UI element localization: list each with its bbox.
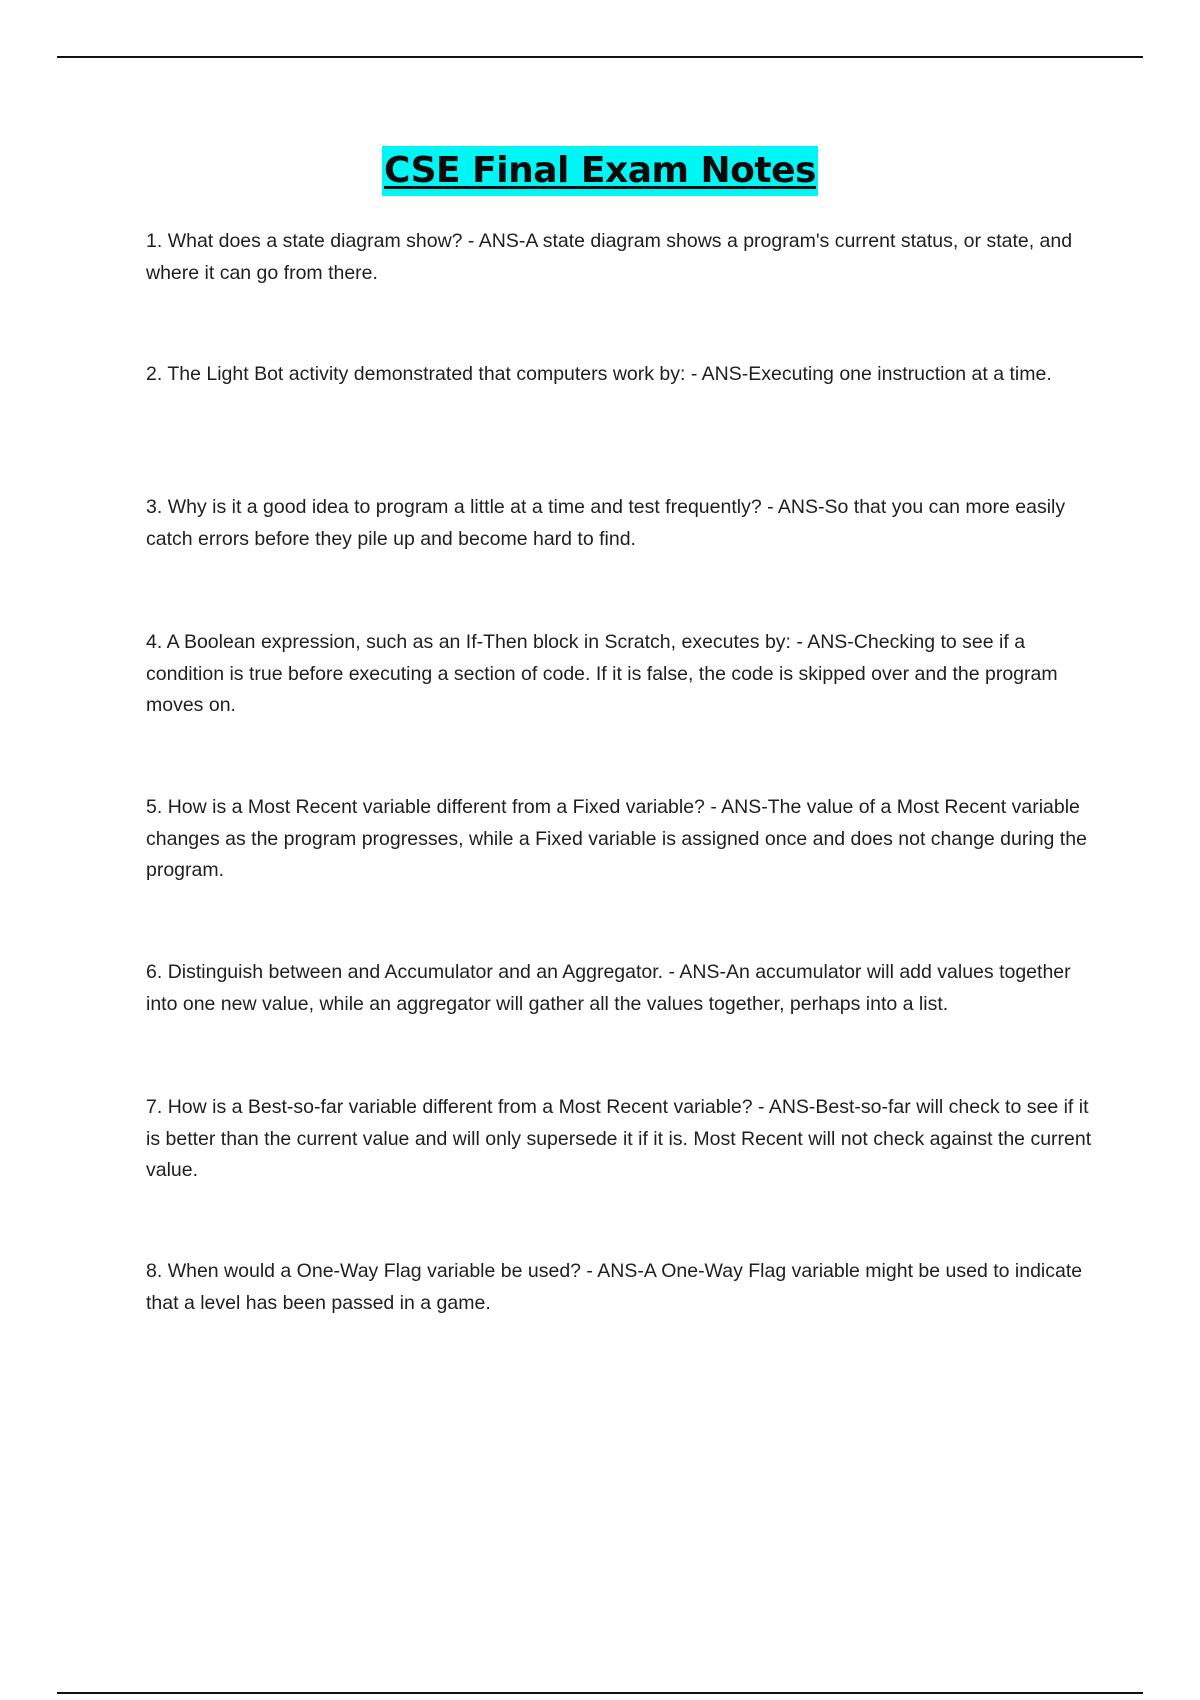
- qa-item-1: [146, 226, 1096, 289]
- qa-number: 5.: [146, 796, 163, 818]
- qa-item-2: [146, 359, 1096, 391]
- qa-text: A Boolean expression, such as an If-Then block in Scratch, executes by: - ANS-Checking to see if a condition is true before executing a section of code. If it is false, the code is skipped over and the program moves on.: [146, 631, 1058, 716]
- footer-rule: [57, 1692, 1143, 1694]
- qa-text: The Light Bot activity demonstrated that computers work by: - ANS-Executing one instruction at a time.: [167, 363, 1052, 385]
- qa-number: 2.: [146, 363, 163, 385]
- qa-number: 4.: [146, 631, 163, 653]
- qa-text: What does a state diagram show? - ANS-A state diagram shows a program's current status, or state, and where it can go from there.: [146, 230, 1073, 284]
- qa-number: 1.: [146, 230, 163, 252]
- qa-item-4: [146, 627, 1096, 722]
- qa-number: 6.: [146, 961, 163, 983]
- qa-item-5: [146, 792, 1096, 887]
- qa-text: Why is it a good idea to program a little at a time and test frequently? - ANS-So that you can more easily catch errors before they pile up and become hard to find.: [146, 496, 1066, 550]
- qa-item-6: [146, 957, 1096, 1020]
- qa-number: 7.: [146, 1096, 163, 1118]
- qa-text: How is a Best-so-far variable different from a Most Recent variable? - ANS-Best-so-far will check to see if it is better than the current value and will only supersede it if it is. Most Recent will not check against the current value.: [146, 1096, 1092, 1181]
- qa-item-8: [146, 1256, 1096, 1319]
- qa-text: Distinguish between and Accumulator and an Aggregator. - ANS-An accumulator will add values together into one new value, while an aggregator will gather all the values together, perhaps into a list.: [146, 961, 1071, 1015]
- title-container: [0, 146, 1200, 196]
- qa-item-7: [146, 1092, 1096, 1187]
- qa-item-3: [146, 492, 1096, 555]
- qa-text: How is a Most Recent variable different from a Fixed variable? - ANS-The value of a Most Recent variable changes as the program progresses, while a Fixed variable is assigned once and does not change during the program.: [146, 796, 1087, 881]
- document-title: CSE Final Exam Notes: [382, 146, 818, 196]
- header-rule: [57, 56, 1143, 58]
- qa-number: 8.: [146, 1260, 163, 1282]
- qa-text: When would a One-Way Flag variable be used? - ANS-A One-Way Flag variable might be used to indicate that a level has been passed in a game.: [146, 1260, 1083, 1314]
- qa-number: 3.: [146, 496, 163, 518]
